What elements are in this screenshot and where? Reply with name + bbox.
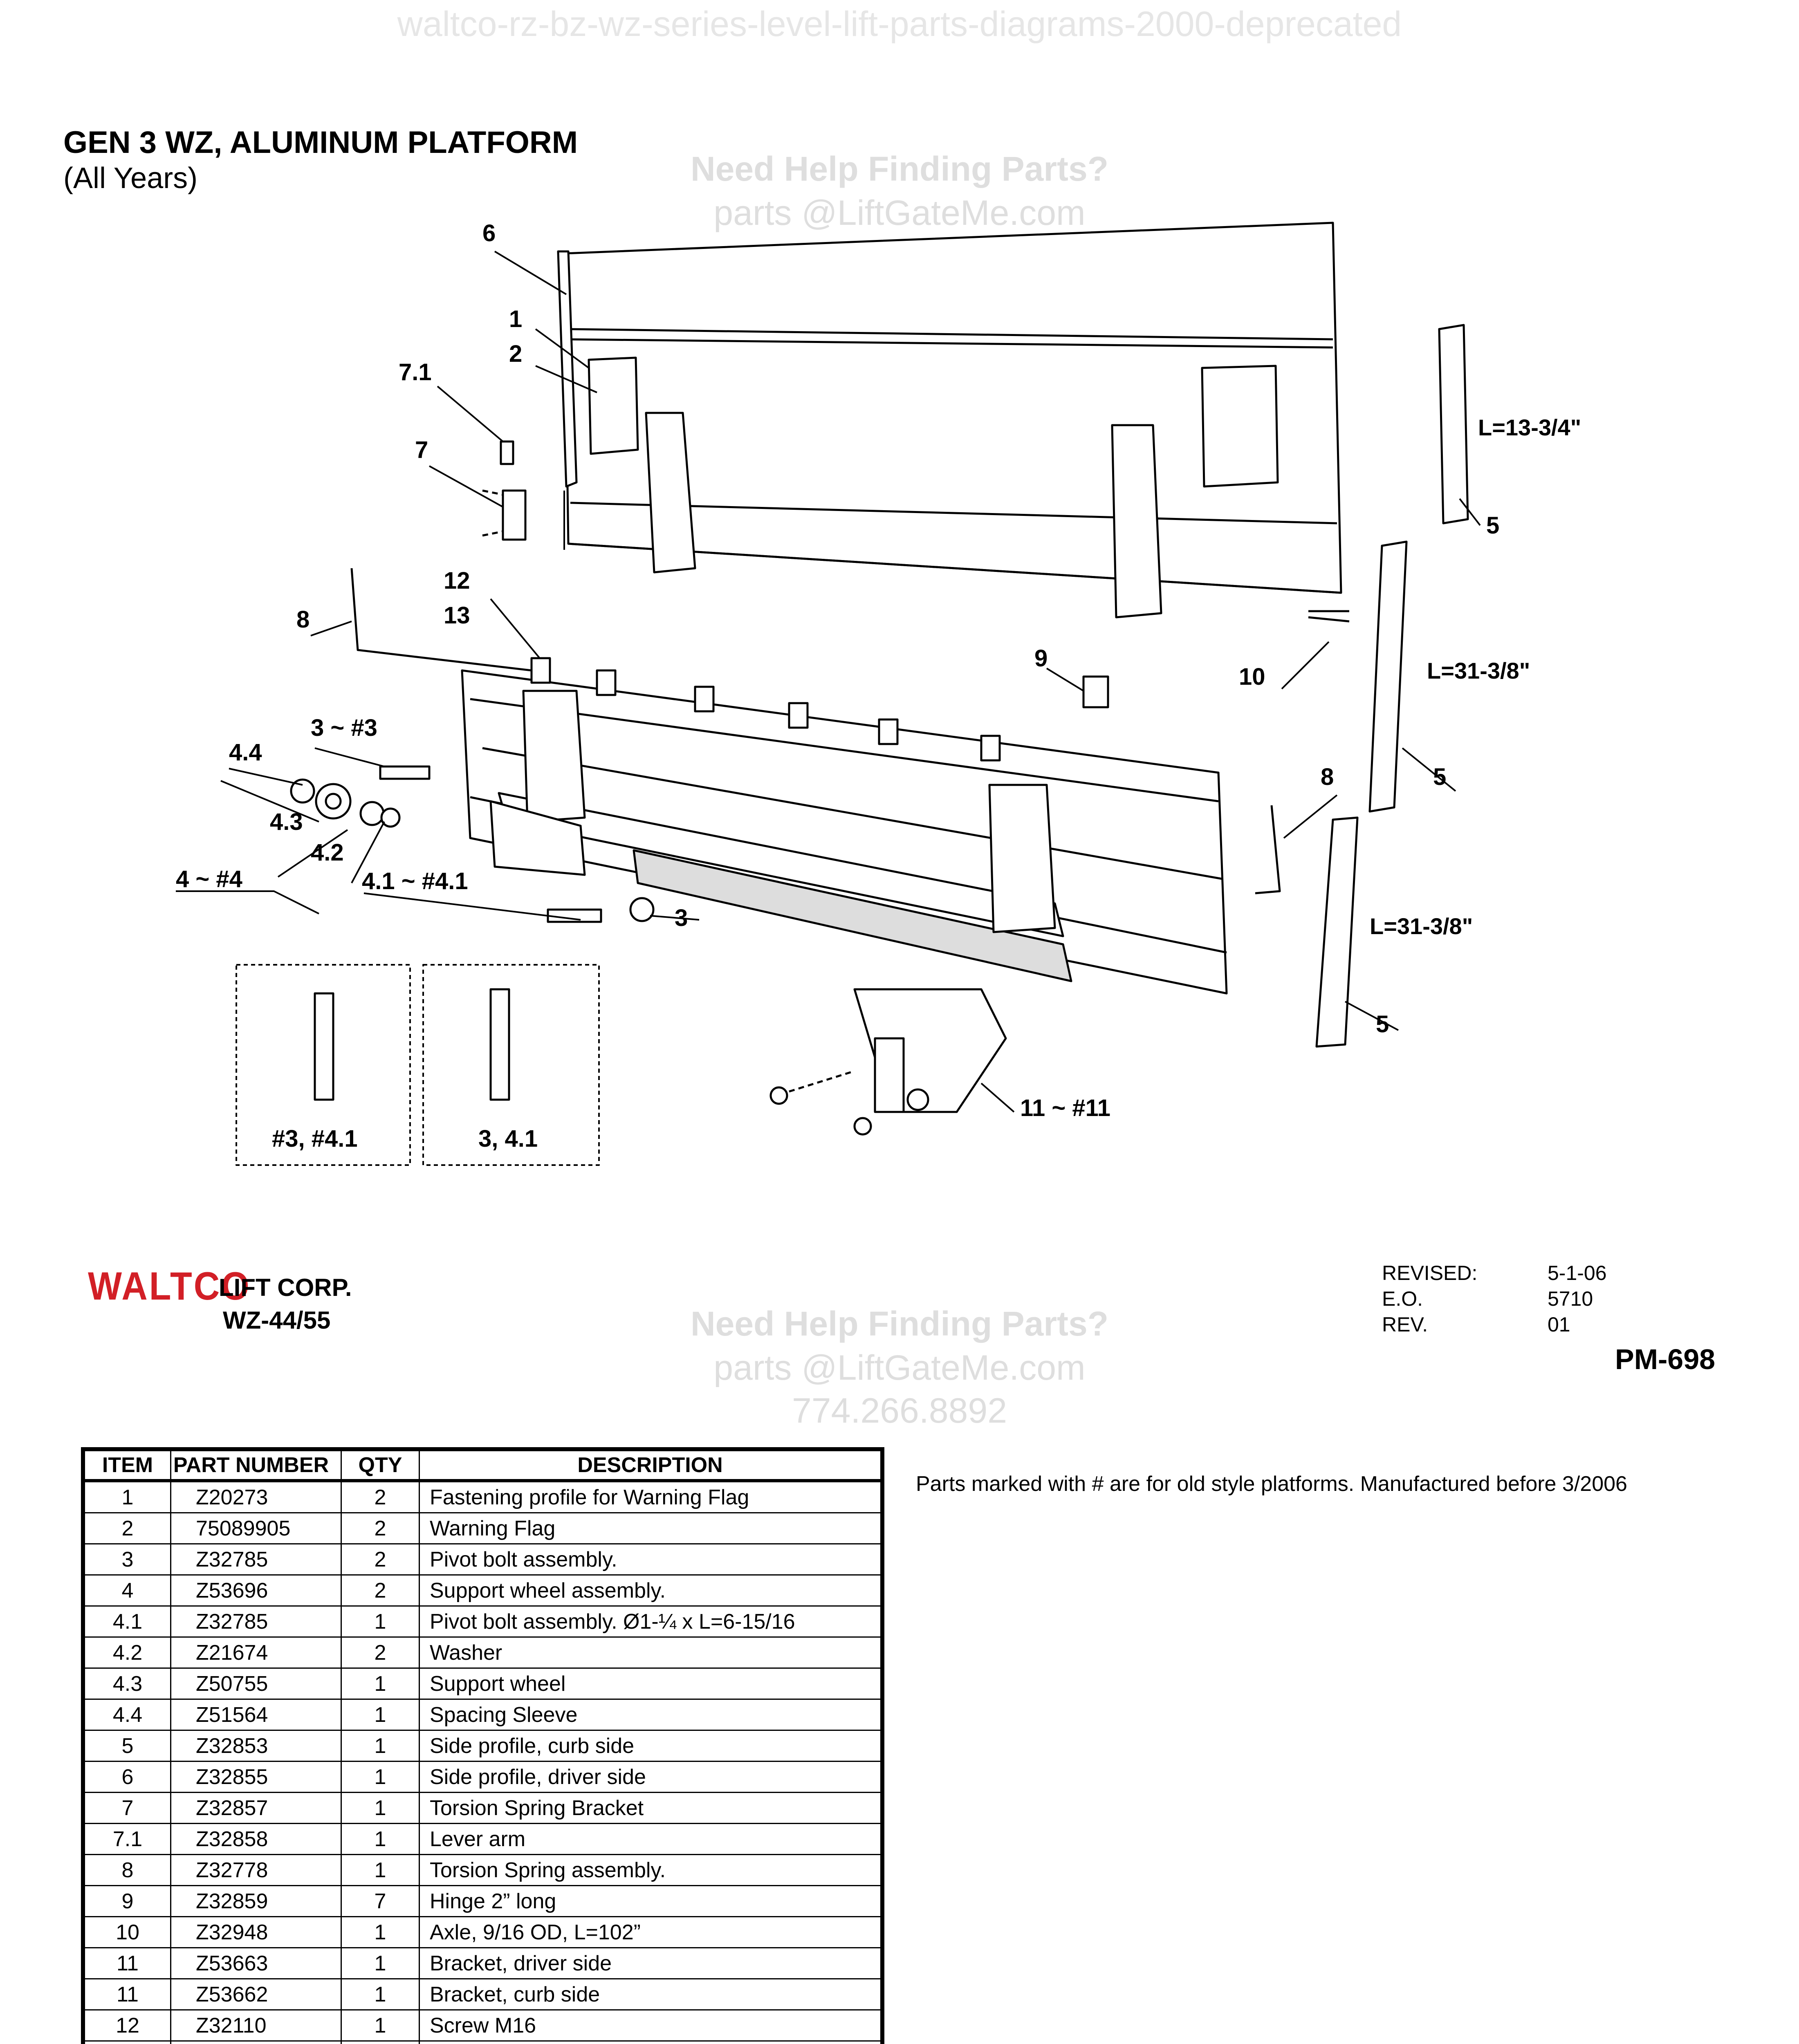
- revised-label: REVISED:: [1382, 1262, 1478, 1284]
- inset-labels: [272, 1125, 538, 1152]
- drawing-number: PM-698: [1615, 1343, 1716, 1375]
- cell-item: 11: [83, 1979, 171, 2010]
- cell-item: 9: [83, 1886, 171, 1917]
- table-row: [83, 1481, 882, 1513]
- eo-label: E.O.: [1382, 1287, 1423, 1310]
- table-row: [83, 1917, 882, 1948]
- dimension-side-profile-middle: L=31-3/8": [1427, 658, 1530, 684]
- help-watermark-lower: [491, 1304, 1308, 1431]
- cell-qty: 1: [341, 1948, 419, 1979]
- cell-description: Pivot bolt assembly. Ø1-¼ x L=6-15/16: [419, 1606, 883, 1637]
- callout-2: 2: [509, 341, 523, 367]
- callout-4-4: 4.4: [229, 739, 262, 766]
- table-row: [83, 2041, 882, 2044]
- callout-3-hash3: 3 ~ #3: [311, 715, 377, 741]
- cell-description: Support wheel assembly.: [419, 1575, 883, 1606]
- cell-part-number: Z32853: [171, 1730, 341, 1762]
- cell-qty: 2: [341, 1481, 419, 1513]
- table-row: [83, 2010, 882, 2041]
- cell-qty: 1: [341, 1668, 419, 1699]
- source-watermark: waltco-rz-bz-wz-series-level-lift-parts-diagrams-2000-deprecated: [397, 4, 1402, 44]
- header-item: ITEM: [83, 1449, 171, 1481]
- cell-part-number: Z32857: [171, 1793, 341, 1824]
- table-row: [83, 1606, 882, 1637]
- header-description: DESCRIPTION: [419, 1449, 883, 1481]
- callout-8-right: 8: [1321, 764, 1334, 790]
- cell-part-number: Z32785: [171, 1606, 341, 1637]
- callout-7-1: 7.1: [399, 359, 432, 385]
- cell-description: Spacing Sleeve: [419, 1699, 883, 1730]
- cell-part-number: Z32110: [171, 2010, 341, 2041]
- rev-label: REV.: [1382, 1313, 1428, 1336]
- cell-item: 12: [83, 2010, 171, 2041]
- cell-item: 3: [83, 1544, 171, 1575]
- cell-description: Side profile, driver side: [419, 1762, 883, 1793]
- table-row: [83, 1513, 882, 1544]
- cell-part-number: Z20273: [171, 1481, 341, 1513]
- model-number: WZ-44/55: [223, 1307, 331, 1334]
- callout-4-2: 4.2: [311, 839, 344, 866]
- cell-item: 1: [83, 1481, 171, 1513]
- cell-part-number: Z32785: [171, 1544, 341, 1575]
- cell-part-number: Z32859: [171, 1886, 341, 1917]
- callout-1: 1: [509, 306, 523, 332]
- cell-item: [83, 2041, 171, 2044]
- cell-part-number: Z32778: [171, 1855, 341, 1886]
- cell-qty: 1: [341, 1606, 419, 1637]
- cell-part-number: Z32855: [171, 1762, 341, 1793]
- callout-7: 7: [415, 437, 428, 463]
- table-row: [83, 1824, 882, 1855]
- cell-description: Torsion Spring Bracket: [419, 1793, 883, 1824]
- cell-item: 5: [83, 1730, 171, 1762]
- callout-5-middle: 5: [1433, 764, 1447, 790]
- company-name: LIFT CORP.: [219, 1274, 352, 1301]
- page-subtitle: (All Years): [63, 162, 198, 195]
- cell-part-number: Z32858: [171, 1824, 341, 1855]
- cell-item: 10: [83, 1917, 171, 1948]
- dimension-side-profile-bottom: L=31-3/8": [1370, 913, 1473, 939]
- table-row: [83, 1855, 882, 1886]
- waltco-logo: WALTCO: [88, 1264, 251, 1308]
- cell-description: Bracket, curb side: [419, 1979, 883, 2010]
- page-title: GEN 3 WZ, ALUMINUM PLATFORM: [63, 125, 578, 160]
- cell-qty: 1: [341, 1979, 419, 2010]
- cell-part-number: Z21674: [171, 1637, 341, 1668]
- cell-qty: 1: [341, 1730, 419, 1762]
- cell-qty: 2: [341, 1575, 419, 1606]
- cell-description: Fastening profile for Warning Flag: [419, 1481, 883, 1513]
- cell-part-number: Z53696: [171, 1575, 341, 1606]
- cell-qty: 2: [341, 1513, 419, 1544]
- table-row: [83, 1544, 882, 1575]
- header-part-number: PART NUMBER: [171, 1449, 341, 1481]
- cell-item: 8: [83, 1855, 171, 1886]
- dimension-side-profile-top: L=13-3/4": [1478, 415, 1581, 440]
- header-qty: QTY: [341, 1449, 419, 1481]
- cell-qty: 7: [341, 1886, 419, 1917]
- cell-description: Screw M16: [419, 2010, 883, 2041]
- rev-value: 01: [1548, 1313, 1570, 1336]
- cell-qty: 1: [341, 1699, 419, 1730]
- cell-item: 11: [83, 1948, 171, 1979]
- cell-description: Side profile, curb side: [419, 1730, 883, 1762]
- cell-part-number: Z51564: [171, 1699, 341, 1730]
- cell-part-number: Z53663: [171, 1948, 341, 1979]
- parts-table-body: [83, 1481, 882, 2044]
- cell-qty: 1: [341, 1855, 419, 1886]
- table-row: [83, 1979, 882, 2010]
- cell-qty: 1: [341, 1824, 419, 1855]
- callout-5-top: 5: [1486, 512, 1500, 539]
- cell-part-number: Z32948: [171, 1917, 341, 1948]
- old-style-note: Parts marked with # are for old style platforms. Manufactured before 3/2006: [916, 1472, 1627, 1496]
- cell-description: Pivot bolt assembly.: [419, 1544, 883, 1575]
- help-watermark-email: parts @LiftGateMe.com: [713, 1348, 1086, 1387]
- cell-part-number: Z50755: [171, 1668, 341, 1699]
- cell-qty: 1: [341, 1762, 419, 1793]
- dimension-labels: [1370, 415, 1581, 939]
- cell-part-number: [171, 2041, 341, 2044]
- cell-item: 7.1: [83, 1824, 171, 1855]
- cell-qty: [341, 2041, 419, 2044]
- cell-description: [419, 2041, 883, 2044]
- eo-value: 5710: [1548, 1287, 1593, 1310]
- table-row: [83, 1948, 882, 1979]
- inset-label-old-style: #3, #4.1: [272, 1125, 358, 1152]
- table-row: [83, 1762, 882, 1793]
- cell-item: 4: [83, 1575, 171, 1606]
- cell-qty: 1: [341, 1917, 419, 1948]
- help-watermark-heading: Need Help Finding Parts?: [690, 1304, 1109, 1343]
- table-row: [83, 1793, 882, 1824]
- cell-description: Warning Flag: [419, 1513, 883, 1544]
- callout-8-left: 8: [296, 606, 310, 633]
- help-watermark-heading: Need Help Finding Parts?: [690, 150, 1109, 188]
- table-row: [83, 1730, 882, 1762]
- cell-qty: 1: [341, 2010, 419, 2041]
- cell-description: Washer: [419, 1637, 883, 1668]
- cell-item: 4.3: [83, 1668, 171, 1699]
- torsion-spring-bracket: [482, 442, 525, 540]
- callout-4-hash4: 4 ~ #4: [176, 866, 242, 892]
- cell-description: Torsion Spring assembly.: [419, 1855, 883, 1886]
- cell-part-number: Z53662: [171, 1979, 341, 2010]
- callout-9: 9: [1034, 645, 1048, 672]
- cell-item: 4.1: [83, 1606, 171, 1637]
- bracket-11: [771, 989, 1006, 1134]
- cell-description: Bracket, driver side: [419, 1948, 883, 1979]
- callout-3: 3: [675, 905, 688, 931]
- cell-description: Support wheel: [419, 1668, 883, 1699]
- table-row: [83, 1886, 882, 1917]
- callout-4-1-hash4-1: 4.1 ~ #4.1: [362, 868, 468, 894]
- callout-10: 10: [1239, 663, 1265, 690]
- cell-item: 6: [83, 1762, 171, 1793]
- callout-5-bottom: 5: [1376, 1011, 1389, 1038]
- cell-description: Hinge 2” long: [419, 1886, 883, 1917]
- revised-value: 5-1-06: [1548, 1262, 1607, 1284]
- cell-item: 2: [83, 1513, 171, 1544]
- platform-frame: [462, 670, 1227, 993]
- cell-qty: 1: [341, 1793, 419, 1824]
- table-row: [83, 1575, 882, 1606]
- inset-label-new-style: 3, 4.1: [478, 1125, 538, 1152]
- cell-qty: 2: [341, 1544, 419, 1575]
- cell-qty: 2: [341, 1637, 419, 1668]
- help-watermark-phone: 774.266.8892: [792, 1391, 1007, 1430]
- callout-13: 13: [444, 602, 470, 629]
- table-row: [83, 1668, 882, 1699]
- table-row: [83, 1699, 882, 1730]
- callout-6: 6: [482, 220, 496, 247]
- parts-table-header: [83, 1449, 882, 1481]
- callout-12: 12: [444, 567, 470, 594]
- callout-4-3: 4.3: [270, 809, 303, 835]
- cell-item: 7: [83, 1793, 171, 1824]
- cell-description: Lever arm: [419, 1824, 883, 1855]
- callout-11-hash11: 11 ~ #11: [1020, 1095, 1110, 1121]
- cell-item: 4.4: [83, 1699, 171, 1730]
- cell-description: Axle, 9/16 OD, L=102”: [419, 1917, 883, 1948]
- parts-table: [81, 1447, 884, 2044]
- help-watermark-email: parts @LiftGateMe.com: [713, 193, 1086, 233]
- cell-part-number: 75089905: [171, 1513, 341, 1544]
- cell-item: 4.2: [83, 1637, 171, 1668]
- table-row: [83, 1637, 882, 1668]
